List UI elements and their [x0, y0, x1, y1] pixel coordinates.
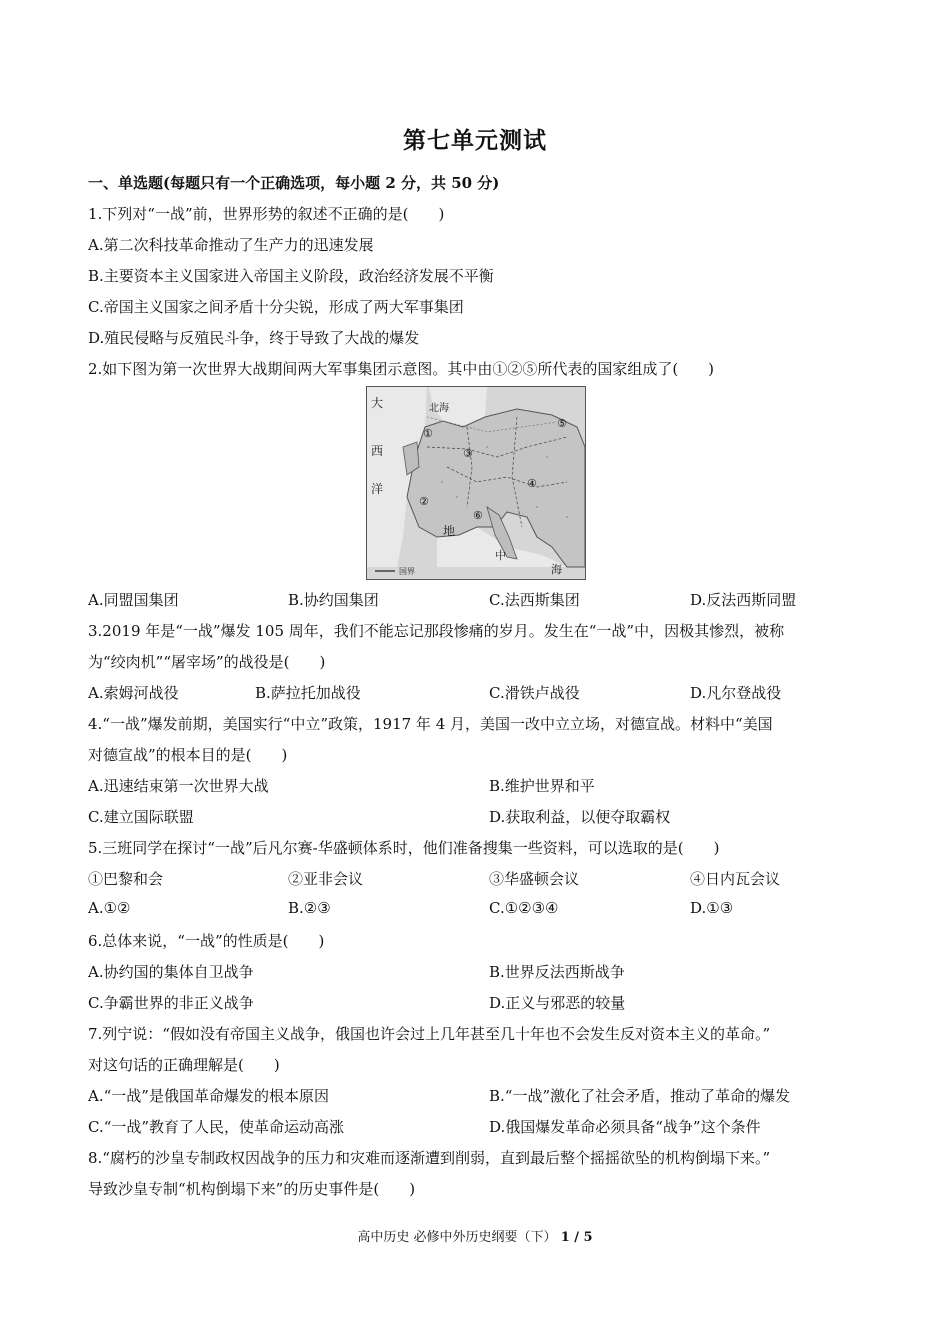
question-1-option-c: C.帝国主义国家之间矛盾十分尖锐，形成了两大军事集团	[88, 298, 464, 316]
question-4-stem-cont: 对德宣战”的根本目的是( )	[88, 746, 288, 764]
question-5-item-3: ③华盛顿会议	[489, 870, 580, 888]
question-3-option-c: C.滑铁卢战役	[489, 684, 580, 702]
europe-alliance-map	[366, 386, 586, 580]
question-4-option-a: A.迅速结束第一次世界大战	[88, 777, 269, 795]
question-4-option-c: C.建立国际联盟	[88, 808, 194, 826]
question-3-option-b: B.萨拉托加战役	[255, 684, 361, 702]
question-1-option-a: A.第二次科技革命推动了生产力的迅速发展	[88, 236, 374, 254]
question-3-stem-cont: 为“绞肉机”“屠宰场”的战役是( )	[88, 653, 326, 671]
page-title: 第七单元测试	[403, 127, 547, 154]
question-1-option-b: B.主要资本主义国家进入帝国主义阶段，政治经济发展不平衡	[88, 267, 494, 285]
question-1-option-d: D.殖民侵略与反殖民斗争，终于导致了大战的爆发	[88, 329, 420, 347]
question-5-option-c: C.①②③④	[489, 899, 559, 917]
question-6-option-a: A.协约国的集体自卫战争	[88, 963, 254, 981]
question-4-option-d: D.获取利益，以便夺取霸权	[489, 808, 671, 826]
map-label: 中	[495, 549, 506, 562]
question-1-stem: 1.下列对“一战”前，世界形势的叙述不正确的是( )	[88, 205, 445, 223]
question-5-item-4: ④日内瓦会议	[690, 870, 781, 888]
question-2-stem: 2.如下图为第一次世界大战期间两大军事集团示意图。其中由①②⑤所代表的国家组成了( )	[88, 360, 715, 378]
question-4-stem: 4.“一战”爆发前期，美国实行“中立”政策，1917 年 4 月，美国一改中立立场，对德宣战。材料中“美国	[88, 715, 773, 733]
map-marker: ②	[419, 495, 429, 508]
map-marker: ①	[423, 427, 433, 440]
question-4-option-b: B.维护世界和平	[489, 777, 595, 795]
map-marker: ⑤	[557, 417, 567, 430]
question-7-option-a: A.“一战”是俄国革命爆发的根本原因	[88, 1087, 329, 1105]
map-label: 大	[371, 396, 384, 410]
question-7-stem: 7.列宁说：“假如没有帝国主义战争，俄国也许会过上几年甚至几十年也不会发生反对资本主义的革命。”	[88, 1025, 771, 1043]
question-8-stem: 8.“腐朽的沙皇专制政权因战争的压力和灾难而逐渐遭到削弱，直到最后整个摇摇欲坠的机构倒塌下来。”	[88, 1149, 771, 1167]
footer-course: 高中历史 必修中外历史纲要（下）	[357, 1230, 557, 1245]
question-2-option-d: D.反法西斯同盟	[690, 591, 797, 609]
map-marker: ⑥	[473, 509, 483, 522]
question-7-option-d: D.俄国爆发革命必须具备“战争”这个条件	[489, 1118, 761, 1136]
question-5-option-d: D.①③	[690, 899, 734, 917]
map-label: 西	[371, 444, 384, 458]
map-marker: ④	[527, 477, 537, 490]
map-marker: ③	[463, 447, 473, 460]
question-5-option-b: B.②③	[288, 899, 331, 917]
question-6-option-c: C.争霸世界的非正义战争	[88, 994, 254, 1012]
question-5-item-2: ②亚非会议	[288, 870, 364, 888]
map-label: 海	[551, 563, 562, 576]
question-3-stem: 3.2019 年是“一战”爆发 105 周年，我们不能忘记那段惨痛的岁月。发生在“一战”中，因极其惨烈，被称	[88, 622, 785, 640]
section-heading: 一、单选题(每题只有一个正确选项，每小题 2 分，共 50 分)	[88, 174, 500, 192]
page-number: 1 / 5	[560, 1230, 593, 1245]
question-2-option-b: B.协约国集团	[288, 591, 379, 609]
question-5-option-a: A.①②	[88, 899, 131, 917]
question-5-stem: 5.三班同学在探讨“一战”后凡尔赛-华盛顿体系时，他们准备搜集一些资料，可以选取的是( )	[88, 839, 720, 857]
question-2-option-a: A.同盟国集团	[88, 591, 179, 609]
question-3-option-d: D.凡尔登战役	[690, 684, 782, 702]
question-6-option-b: B.世界反法西斯战争	[489, 963, 625, 981]
question-7-stem-cont: 对这句话的正确理解是( )	[88, 1056, 280, 1074]
question-5-item-1: ①巴黎和会	[88, 870, 164, 888]
page-footer	[0, 1226, 950, 1245]
question-3-option-a: A.索姆河战役	[88, 684, 179, 702]
question-6-option-d: D.正义与邪恶的较量	[489, 994, 626, 1012]
map-legend: 国界	[399, 567, 415, 576]
question-2-option-c: C.法西斯集团	[489, 591, 580, 609]
map-label: 地	[443, 524, 456, 538]
question-7-option-b: B.“一战”激化了社会矛盾，推动了革命的爆发	[489, 1087, 791, 1105]
question-7-option-c: C.“一战”教育了人民，使革命运动高涨	[88, 1118, 345, 1136]
question-8-stem-cont: 导致沙皇专制“机构倒塌下来”的历史事件是( )	[88, 1180, 416, 1198]
question-6-stem: 6.总体来说，“一战”的性质是( )	[88, 932, 325, 950]
map-label: 北海	[429, 403, 449, 414]
map-label: 洋	[371, 482, 384, 496]
